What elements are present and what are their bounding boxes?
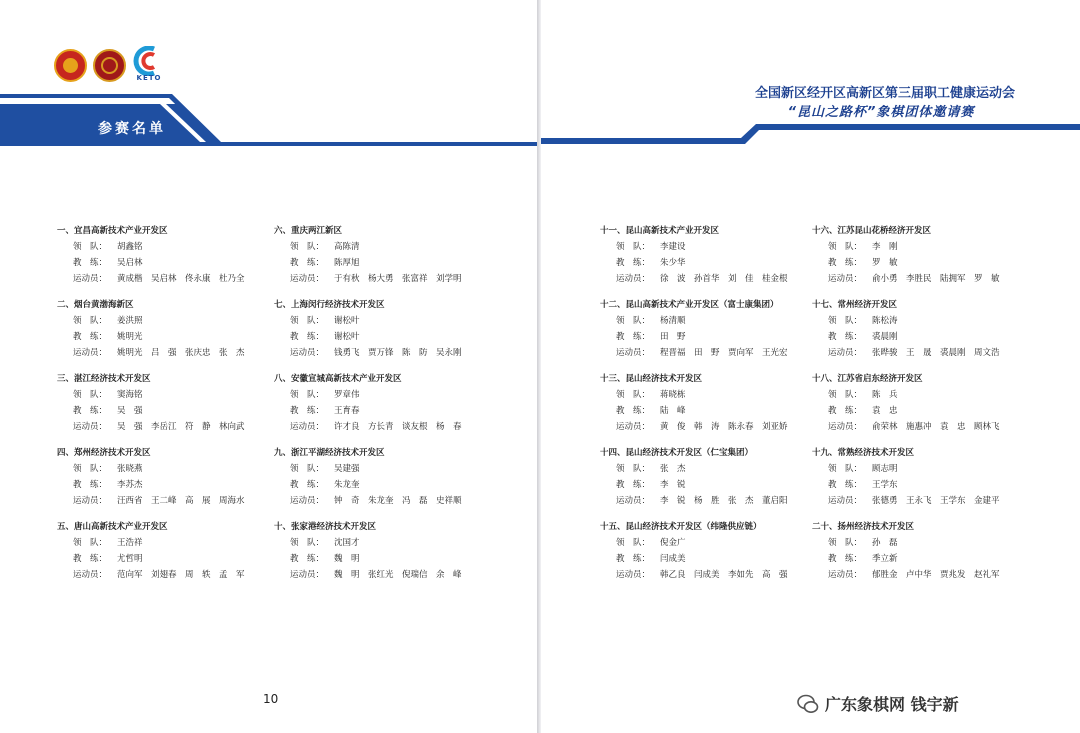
athletes-names: 吴 强 李岳江 符 静 林向武 <box>117 422 245 432</box>
team-leader-row <box>274 313 504 329</box>
team-leader-row <box>812 387 1042 403</box>
athletes-label: 运动员： <box>290 496 325 506</box>
team-section <box>57 445 287 509</box>
leader-label: 领 队： <box>616 242 651 252</box>
leader-names: 张晓燕 <box>117 464 143 474</box>
team-title: 二、烟台黄渤海新区 <box>57 300 134 310</box>
team-coach-row <box>812 255 1042 271</box>
coach-names: 闫成美 <box>660 554 686 564</box>
coach-names: 陈厚旭 <box>334 258 360 268</box>
athletes-names: 韩乙良 闫成美 李如先 高 强 <box>660 570 788 580</box>
team-coach-row <box>274 551 504 567</box>
athletes-label: 运动员： <box>828 274 863 284</box>
coach-label: 教 练： <box>828 554 863 564</box>
wechat-icon <box>797 693 819 715</box>
leader-label: 领 队： <box>828 390 863 400</box>
leader-names: 张 杰 <box>660 464 686 474</box>
athletes-names: 于有秋 杨大勇 张富祥 刘学明 <box>334 274 462 284</box>
leader-names: 李 刚 <box>872 242 898 252</box>
team-athletes-row <box>812 345 1042 361</box>
team-leader-row <box>57 535 287 551</box>
coach-label: 教 练： <box>73 480 108 490</box>
athletes-names: 张德勇 王永飞 王学东 金建平 <box>872 496 1000 506</box>
leader-label: 领 队： <box>290 538 325 548</box>
leader-label: 领 队： <box>290 242 325 252</box>
team-section <box>274 519 504 583</box>
union-emblem-logo <box>54 49 87 82</box>
team-athletes-row <box>600 419 830 435</box>
team-leader-row <box>600 313 830 329</box>
athletes-names: 汪西省 王二峰 高 展 周海水 <box>117 496 245 506</box>
team-title: 十六、江苏昆山花桥经济开发区 <box>812 226 932 236</box>
coach-names: 谢松叶 <box>334 332 360 342</box>
header-banner <box>0 90 537 150</box>
team-coach-row <box>274 255 504 271</box>
team-section <box>57 519 287 583</box>
coach-names: 魏 明 <box>334 554 360 564</box>
coach-label: 教 练： <box>616 480 651 490</box>
team-leader-row <box>600 461 830 477</box>
team-coach-row <box>600 403 830 419</box>
team-section <box>274 223 504 287</box>
team-athletes-row <box>274 345 504 361</box>
keto-logo-text: KETO <box>136 74 162 82</box>
banner-label: 参赛名单 <box>98 121 166 137</box>
team-coach-row <box>57 403 287 419</box>
athletes-label: 运动员： <box>616 348 651 358</box>
leader-label: 领 队： <box>828 538 863 548</box>
team-leader-row <box>812 239 1042 255</box>
team-leader-row <box>600 239 830 255</box>
athletes-label: 运动员： <box>290 570 325 580</box>
coach-label: 教 练： <box>73 258 108 268</box>
leader-names: 谢松叶 <box>334 316 360 326</box>
team-athletes-row <box>57 419 287 435</box>
team-leader-row <box>57 387 287 403</box>
coach-label: 教 练： <box>828 480 863 490</box>
team-section <box>812 445 1042 509</box>
team-athletes-row <box>274 271 504 287</box>
athletes-names: 许才良 方长青 谈友根 杨 春 <box>334 422 462 432</box>
team-section <box>600 371 830 435</box>
athletes-label: 运动员： <box>73 570 108 580</box>
athletes-label: 运动员： <box>73 496 108 506</box>
leader-names: 顾志明 <box>872 464 898 474</box>
team-athletes-row <box>274 567 504 583</box>
team-athletes-row <box>600 567 830 583</box>
team-title: 十二、昆山高新技术产业开发区（富士康集团） <box>600 300 779 310</box>
page-number: 10 <box>263 692 279 706</box>
team-section <box>274 371 504 435</box>
leader-names: 沈国才 <box>334 538 360 548</box>
team-title: 十四、昆山经济技术开发区（仁宝集团） <box>600 448 754 458</box>
athletes-names: 俞荣林 施惠冲 袁 忠 顾林飞 <box>872 422 1000 432</box>
coach-names: 朱少华 <box>660 258 686 268</box>
athletes-names: 钟 奇 朱龙奎 冯 磊 史祥顺 <box>334 496 462 506</box>
team-coach-row <box>57 477 287 493</box>
team-leader-row <box>274 387 504 403</box>
worker-emblem-logo <box>93 49 126 82</box>
leader-label: 领 队： <box>73 316 108 326</box>
athletes-label: 运动员： <box>616 274 651 284</box>
team-coach-row <box>812 551 1042 567</box>
coach-names: 田 野 <box>660 332 686 342</box>
logo-group <box>54 46 166 84</box>
team-coach-row <box>812 329 1042 345</box>
athletes-label: 运动员： <box>828 348 863 358</box>
leader-label: 领 队： <box>73 390 108 400</box>
event-subtitle: “昆山之路杯”象棋团体邀请赛 <box>787 105 975 120</box>
team-athletes-row <box>812 419 1042 435</box>
coach-label: 教 练： <box>73 554 108 564</box>
athletes-label: 运动员： <box>828 570 863 580</box>
coach-names: 陆 峰 <box>660 406 686 416</box>
team-athletes-row <box>57 345 287 361</box>
athletes-label: 运动员： <box>290 274 325 284</box>
athletes-label: 运动员： <box>73 348 108 358</box>
leader-label: 领 队： <box>616 390 651 400</box>
athletes-names: 范向军 刘翅春 周 轶 孟 军 <box>117 570 245 580</box>
coach-names: 姚明光 <box>117 332 143 342</box>
team-leader-row <box>600 535 830 551</box>
coach-label: 教 练： <box>290 554 325 564</box>
team-coach-row <box>274 403 504 419</box>
team-coach-row <box>274 329 504 345</box>
team-athletes-row <box>57 567 287 583</box>
athletes-names: 黄 俊 韩 涛 陈永春 刘亚娇 <box>660 422 788 432</box>
athletes-label: 运动员： <box>616 496 651 506</box>
team-section <box>600 297 830 361</box>
coach-label: 教 练： <box>828 258 863 268</box>
coach-label: 教 练： <box>616 332 651 342</box>
team-coach-row <box>600 477 830 493</box>
team-title: 十九、常熟经济技术开发区 <box>812 448 915 458</box>
leader-label: 领 队： <box>73 464 108 474</box>
team-title: 十三、昆山经济技术开发区 <box>600 374 703 384</box>
leader-names: 窦海铭 <box>117 390 143 400</box>
team-leader-row <box>812 461 1042 477</box>
team-title: 四、郑州经济技术开发区 <box>57 448 151 458</box>
leader-label: 领 队： <box>73 242 108 252</box>
leader-label: 领 队： <box>828 464 863 474</box>
team-leader-row <box>57 239 287 255</box>
team-athletes-row <box>812 271 1042 287</box>
team-athletes-row <box>274 493 504 509</box>
leader-names: 杨清顺 <box>660 316 686 326</box>
coach-label: 教 练： <box>616 258 651 268</box>
team-section <box>812 519 1042 583</box>
coach-label: 教 练： <box>828 332 863 342</box>
athletes-label: 运动员： <box>290 422 325 432</box>
team-leader-row <box>600 387 830 403</box>
leader-names: 李建设 <box>660 242 686 252</box>
team-section <box>600 223 830 287</box>
coach-label: 教 练： <box>616 406 651 416</box>
coach-names: 王育春 <box>334 406 360 416</box>
team-leader-row <box>274 535 504 551</box>
leader-label: 领 队： <box>290 316 325 326</box>
coach-label: 教 练： <box>290 332 325 342</box>
leader-names: 陈 兵 <box>872 390 898 400</box>
athletes-label: 运动员： <box>616 422 651 432</box>
team-title: 十一、昆山高新技术产业开发区 <box>600 226 720 236</box>
team-section <box>600 445 830 509</box>
team-athletes-row <box>274 419 504 435</box>
keto-logo <box>132 46 166 84</box>
coach-label: 教 练： <box>828 406 863 416</box>
coach-names: 李 锐 <box>660 480 686 490</box>
coach-names: 季立新 <box>872 554 898 564</box>
leader-label: 领 队： <box>828 316 863 326</box>
leader-names: 王浩祥 <box>117 538 143 548</box>
team-coach-row <box>57 255 287 271</box>
team-coach-row <box>600 551 830 567</box>
coach-names: 裘晨刚 <box>872 332 898 342</box>
team-athletes-row <box>57 271 287 287</box>
team-title: 六、重庆两江新区 <box>274 226 343 236</box>
athletes-label: 运动员： <box>828 496 863 506</box>
team-leader-row <box>57 313 287 329</box>
watermark <box>797 692 959 715</box>
right-header-stripe <box>541 118 1080 148</box>
team-leader-row <box>812 313 1042 329</box>
leader-label: 领 队： <box>290 464 325 474</box>
coach-names: 袁 忠 <box>872 406 898 416</box>
team-athletes-row <box>812 567 1042 583</box>
leader-names: 高陈清 <box>334 242 360 252</box>
leader-label: 领 队： <box>73 538 108 548</box>
coach-label: 教 练： <box>290 480 325 490</box>
team-section <box>57 371 287 435</box>
team-title: 九、浙江平湖经济技术开发区 <box>274 448 385 458</box>
leader-label: 领 队： <box>616 316 651 326</box>
coach-label: 教 练： <box>73 332 108 342</box>
coach-names: 王学东 <box>872 480 898 490</box>
coach-names: 吴 强 <box>117 406 143 416</box>
team-section <box>812 297 1042 361</box>
team-title: 十八、江苏省启东经济开发区 <box>812 374 923 384</box>
athletes-label: 运动员： <box>616 570 651 580</box>
athletes-names: 姚明光 吕 强 张庆忠 张 杰 <box>117 348 245 358</box>
team-coach-row <box>812 477 1042 493</box>
leader-names: 蒋晓栋 <box>660 390 686 400</box>
team-section <box>812 223 1042 287</box>
team-athletes-row <box>600 493 830 509</box>
leader-names: 孙 磊 <box>872 538 898 548</box>
team-section <box>57 297 287 361</box>
team-title: 八、安徽宣城高新技术产业开发区 <box>274 374 402 384</box>
leader-label: 领 队： <box>290 390 325 400</box>
athletes-names: 俞小勇 李胜民 陆拥军 罗 敏 <box>872 274 1000 284</box>
leader-names: 倪金广 <box>660 538 686 548</box>
team-title: 七、上海闵行经济技术开发区 <box>274 300 385 310</box>
coach-names: 吴启林 <box>117 258 143 268</box>
athletes-names: 黄成楷 吴启林 佟永康 杜乃全 <box>117 274 245 284</box>
team-coach-row <box>274 477 504 493</box>
athletes-names: 徐 波 孙首华 刘 佳 桂金根 <box>660 274 788 284</box>
coach-label: 教 练： <box>73 406 108 416</box>
athletes-label: 运动员： <box>828 422 863 432</box>
leader-label: 领 队： <box>616 464 651 474</box>
leader-names: 吴建强 <box>334 464 360 474</box>
athletes-names: 程晋福 田 野 贾向军 王光宏 <box>660 348 788 358</box>
team-athletes-row <box>600 271 830 287</box>
athletes-label: 运动员： <box>73 422 108 432</box>
watermark-text: 广东象棋网 钱宇新 <box>825 695 959 714</box>
team-leader-row <box>57 461 287 477</box>
coach-names: 尤哲明 <box>117 554 143 564</box>
athletes-label: 运动员： <box>73 274 108 284</box>
athletes-names: 张晔骏 王 晟 裘晨刚 周文浩 <box>872 348 1000 358</box>
team-coach-row <box>600 329 830 345</box>
team-section <box>600 519 830 583</box>
event-title: 全国新区经开区高新区第三届职工健康运动会 <box>754 86 1015 101</box>
left-page <box>0 0 537 733</box>
team-coach-row <box>600 255 830 271</box>
coach-names: 李苏杰 <box>117 480 143 490</box>
team-athletes-row <box>57 493 287 509</box>
team-athletes-row <box>600 345 830 361</box>
team-coach-row <box>812 403 1042 419</box>
team-title: 十五、昆山经济技术开发区（纬隆供应链） <box>600 522 762 532</box>
athletes-names: 钱勇飞 贾万锋 陈 防 吴永刚 <box>334 348 462 358</box>
team-leader-row <box>274 461 504 477</box>
team-title: 十、张家港经济技术开发区 <box>274 522 377 532</box>
team-section <box>812 371 1042 435</box>
right-page <box>541 0 1080 733</box>
leader-names: 陈松涛 <box>872 316 898 326</box>
team-coach-row <box>57 551 287 567</box>
team-title: 一、宜昌高新技术产业开发区 <box>57 226 168 236</box>
team-title: 十七、常州经济开发区 <box>812 300 898 310</box>
team-section <box>57 223 287 287</box>
coach-label: 教 练： <box>290 406 325 416</box>
athletes-names: 魏 明 张红光 倪瑞信 余 峰 <box>334 570 462 580</box>
team-title: 二十、扬州经济技术开发区 <box>812 522 915 532</box>
coach-label: 教 练： <box>290 258 325 268</box>
team-section <box>274 445 504 509</box>
team-athletes-row <box>812 493 1042 509</box>
team-leader-row <box>812 535 1042 551</box>
athletes-names: 李 锐 杨 胜 张 杰 董启阳 <box>660 496 788 506</box>
athletes-names: 郁胜金 卢中华 贾兆发 赵礼军 <box>872 570 1000 580</box>
team-coach-row <box>57 329 287 345</box>
leader-names: 罗章伟 <box>334 390 360 400</box>
coach-label: 教 练： <box>616 554 651 564</box>
team-leader-row <box>274 239 504 255</box>
team-title: 五、唐山高新技术产业开发区 <box>57 522 168 532</box>
team-title: 三、湛江经济技术开发区 <box>57 374 151 384</box>
team-section <box>274 297 504 361</box>
coach-names: 罗 敏 <box>872 258 898 268</box>
leader-names: 姜洪照 <box>117 316 143 326</box>
athletes-label: 运动员： <box>290 348 325 358</box>
coach-names: 朱龙奎 <box>334 480 360 490</box>
leader-names: 胡鑫铭 <box>117 242 143 252</box>
leader-label: 领 队： <box>616 538 651 548</box>
leader-label: 领 队： <box>828 242 863 252</box>
